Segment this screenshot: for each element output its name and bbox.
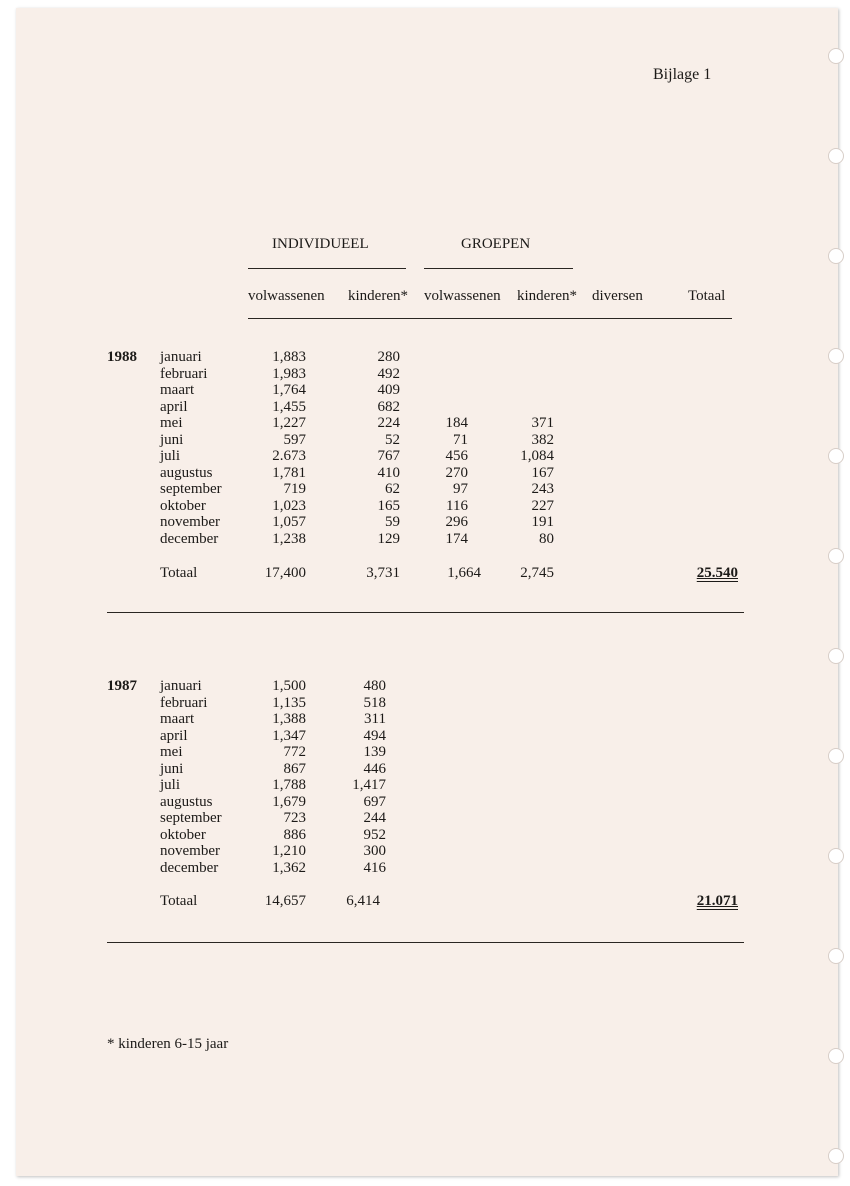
column-header: Totaal bbox=[688, 288, 726, 304]
month-label: mei bbox=[160, 744, 183, 760]
document-page bbox=[16, 8, 838, 1176]
punch-hole bbox=[828, 1048, 844, 1064]
month-label: september bbox=[160, 481, 222, 497]
column-header: kinderen* bbox=[348, 288, 408, 304]
table-cell: 492 bbox=[377, 365, 400, 382]
table-cell: 311 bbox=[364, 711, 386, 727]
total-cell: 3,731 bbox=[366, 565, 400, 581]
month-label: juli bbox=[160, 448, 181, 464]
month-label: februari bbox=[160, 365, 208, 382]
punch-hole bbox=[828, 848, 844, 864]
punch-hole bbox=[828, 248, 844, 264]
table-cell: 723 bbox=[283, 810, 306, 826]
month-label: oktober bbox=[160, 826, 206, 843]
month-label: februari bbox=[160, 694, 208, 711]
punch-hole bbox=[828, 948, 844, 964]
table-cell: 1,788 bbox=[272, 777, 306, 793]
total-cell: 2,745 bbox=[520, 565, 554, 581]
column-header: volwassenen bbox=[248, 288, 325, 304]
year-label-1987: 1987 bbox=[107, 678, 137, 694]
punch-hole bbox=[828, 548, 844, 564]
table-cell: 129 bbox=[377, 530, 400, 547]
month-label: augustus bbox=[160, 793, 213, 810]
grand-total: 25.540 bbox=[696, 565, 738, 581]
table-cell: 139 bbox=[363, 744, 386, 760]
total-label: Totaal bbox=[160, 565, 198, 581]
table-cell: 1,362 bbox=[272, 859, 306, 876]
month-label: mei bbox=[160, 415, 183, 431]
month-label: januari bbox=[160, 349, 202, 365]
section-divider bbox=[107, 612, 744, 613]
table-cell: 1,983 bbox=[272, 365, 306, 382]
month-label: november bbox=[160, 843, 220, 859]
month-label: maart bbox=[160, 711, 195, 727]
month-label: december bbox=[160, 530, 219, 547]
table-cell: 1,135 bbox=[272, 694, 306, 711]
punch-hole bbox=[828, 448, 844, 464]
month-label: juni bbox=[160, 431, 184, 448]
table-cell: 1,057 bbox=[272, 514, 306, 530]
month-label: november bbox=[160, 514, 220, 530]
punch-hole bbox=[828, 648, 844, 664]
month-label: oktober bbox=[160, 497, 206, 514]
month-label: april bbox=[160, 727, 188, 744]
table-cell: 1,347 bbox=[272, 727, 306, 744]
table-cell: 767 bbox=[377, 448, 400, 464]
month-label: juli bbox=[160, 777, 181, 793]
table-cell: 1,679 bbox=[272, 793, 306, 810]
table-cell: 62 bbox=[385, 481, 400, 497]
table-cell: 446 bbox=[363, 760, 386, 777]
table-cell: 1,227 bbox=[272, 415, 306, 431]
group-underline-groups bbox=[424, 268, 573, 269]
table-cell: 1,883 bbox=[272, 349, 306, 365]
table-cell: 952 bbox=[363, 826, 386, 843]
table-cell: 244 bbox=[363, 810, 386, 826]
table-cell: 59 bbox=[385, 514, 400, 530]
table-cell: 456 bbox=[445, 448, 468, 464]
table-cell: 184 bbox=[445, 415, 468, 431]
month-label: april bbox=[160, 398, 188, 415]
table-cell: 1,781 bbox=[272, 464, 306, 481]
table-cell: 224 bbox=[377, 415, 400, 431]
table-cell: 2.673 bbox=[272, 448, 306, 464]
total-cell: 14,657 bbox=[264, 893, 306, 909]
table-cell: 191 bbox=[531, 514, 554, 530]
punch-hole bbox=[828, 148, 844, 164]
table-cell: 682 bbox=[377, 398, 400, 415]
header-rule bbox=[248, 318, 732, 319]
table-cell: 382 bbox=[531, 431, 554, 448]
table-cell: 1,455 bbox=[272, 398, 306, 415]
footnote: * kinderen 6-15 jaar bbox=[107, 1036, 229, 1052]
table-cell: 371 bbox=[531, 415, 554, 431]
table-cell: 410 bbox=[377, 464, 400, 481]
column-header: volwassenen bbox=[424, 288, 501, 304]
column-header: diversen bbox=[592, 288, 643, 304]
table-cell: 1,764 bbox=[272, 382, 306, 398]
table-cell: 116 bbox=[446, 497, 468, 514]
total-cell: 6,414 bbox=[346, 893, 380, 909]
punch-hole bbox=[828, 348, 844, 364]
table-cell: 280 bbox=[377, 349, 400, 365]
month-label: maart bbox=[160, 382, 195, 398]
table-cell: 1,417 bbox=[352, 777, 386, 793]
section-divider bbox=[107, 942, 744, 943]
table-cell: 1,210 bbox=[272, 843, 306, 859]
table-cell: 518 bbox=[363, 694, 386, 711]
punch-hole bbox=[828, 48, 844, 64]
total-label: Totaal bbox=[160, 893, 198, 909]
group-header-individual: INDIVIDUEEL bbox=[272, 236, 369, 252]
table-cell: 1,500 bbox=[272, 678, 306, 694]
table-cell: 719 bbox=[283, 481, 306, 497]
table-cell: 1,084 bbox=[520, 448, 554, 464]
table-cell: 597 bbox=[283, 431, 306, 448]
total-cell: 1,664 bbox=[447, 565, 481, 581]
table-cell: 243 bbox=[531, 481, 554, 497]
table-cell: 494 bbox=[363, 727, 386, 744]
table-cell: 227 bbox=[531, 497, 554, 514]
table-cell: 71 bbox=[453, 431, 468, 448]
table-cell: 697 bbox=[363, 793, 386, 810]
table-cell: 1,023 bbox=[272, 497, 306, 514]
table-cell: 270 bbox=[445, 464, 468, 481]
table-cell: 409 bbox=[377, 382, 400, 398]
punch-hole bbox=[828, 1148, 844, 1164]
table-cell: 300 bbox=[363, 843, 386, 859]
table-cell: 167 bbox=[531, 464, 554, 481]
month-label: januari bbox=[160, 678, 202, 694]
month-label: juni bbox=[160, 760, 184, 777]
table-cell: 165 bbox=[377, 497, 400, 514]
table-cell: 97 bbox=[453, 481, 468, 497]
group-header-groups: GROEPEN bbox=[461, 236, 531, 252]
year-label-1988: 1988 bbox=[107, 349, 137, 365]
month-label: december bbox=[160, 859, 219, 876]
grand-total: 21.071 bbox=[696, 893, 738, 909]
group-underline-individual bbox=[248, 268, 406, 269]
table-cell: 296 bbox=[445, 514, 468, 530]
table-cell: 1,238 bbox=[272, 530, 306, 547]
table-cell: 80 bbox=[539, 530, 554, 547]
table-cell: 772 bbox=[283, 744, 306, 760]
table-cell: 886 bbox=[283, 826, 306, 843]
table-cell: 867 bbox=[283, 760, 306, 777]
table-cell: 52 bbox=[385, 431, 400, 448]
punch-hole bbox=[828, 748, 844, 764]
total-cell: 17,400 bbox=[264, 565, 306, 581]
column-header: kinderen* bbox=[517, 288, 577, 304]
month-label: september bbox=[160, 810, 222, 826]
table-cell: 480 bbox=[363, 678, 386, 694]
appendix-label: Bijlage 1 bbox=[653, 66, 712, 83]
table-cell: 174 bbox=[445, 530, 468, 547]
table-cell: 1,388 bbox=[272, 711, 306, 727]
table-cell: 416 bbox=[363, 859, 386, 876]
month-label: augustus bbox=[160, 464, 213, 481]
